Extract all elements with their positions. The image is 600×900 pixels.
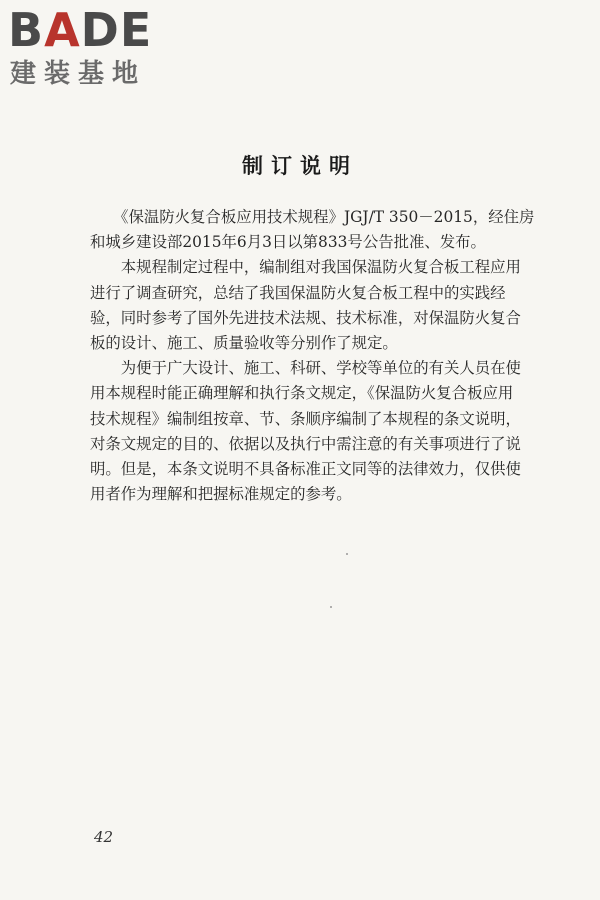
text-line: 技术规程》编制组按章、节、条顺序编制了本规程的条文说明， bbox=[90, 409, 521, 428]
text-line: 验，同时参考了国外先进技术法规、技术标准，对保温防火复合 bbox=[90, 308, 521, 327]
text-line: 板的设计、施工、质量验收等分别作了规定。 bbox=[90, 334, 398, 353]
paper-speck bbox=[330, 606, 332, 608]
text-line: 《保温防火复合板应用技术规程》JGJ/T 350－2015，经住房 bbox=[90, 208, 535, 226]
text-line: 用本规程时能正确理解和执行条文规定，《保温防火复合板应用 bbox=[90, 384, 514, 403]
logo bbox=[8, 2, 178, 92]
logo-letter-b: B bbox=[8, 3, 45, 57]
text-line: 为便于广大设计、施工、科研、学校等单位的有关人员在使 bbox=[90, 359, 521, 378]
text-line: 用者作为理解和把握标准规定的参考。 bbox=[90, 485, 352, 504]
page-title: 制订说明 bbox=[242, 154, 358, 178]
logo-wordmark bbox=[8, 2, 152, 58]
page-number: 42 bbox=[94, 828, 114, 846]
logo-subtitle: 建装基地 bbox=[10, 59, 147, 89]
text-line: 进行了调查研究，总结了我国保温防火复合板工程中的实践经 bbox=[90, 283, 506, 302]
text-line: 对条文规定的目的、依据以及执行中需注意的有关事项进行了说 bbox=[90, 434, 521, 453]
text-line: 和城乡建设部2015年6月3日以第833号公告批准、发布。 bbox=[90, 233, 486, 252]
text-line: 明。但是，本条文说明不具备标准正文同等的法律效力，仅供使 bbox=[90, 460, 521, 479]
body-text bbox=[90, 205, 550, 507]
logo-letter-a-accent: A bbox=[44, 3, 81, 57]
logo-letters-de: DE bbox=[80, 3, 153, 57]
paper-speck bbox=[346, 553, 348, 555]
text-line: 本规程制定过程中，编制组对我国保温防火复合板工程应用 bbox=[90, 258, 521, 277]
